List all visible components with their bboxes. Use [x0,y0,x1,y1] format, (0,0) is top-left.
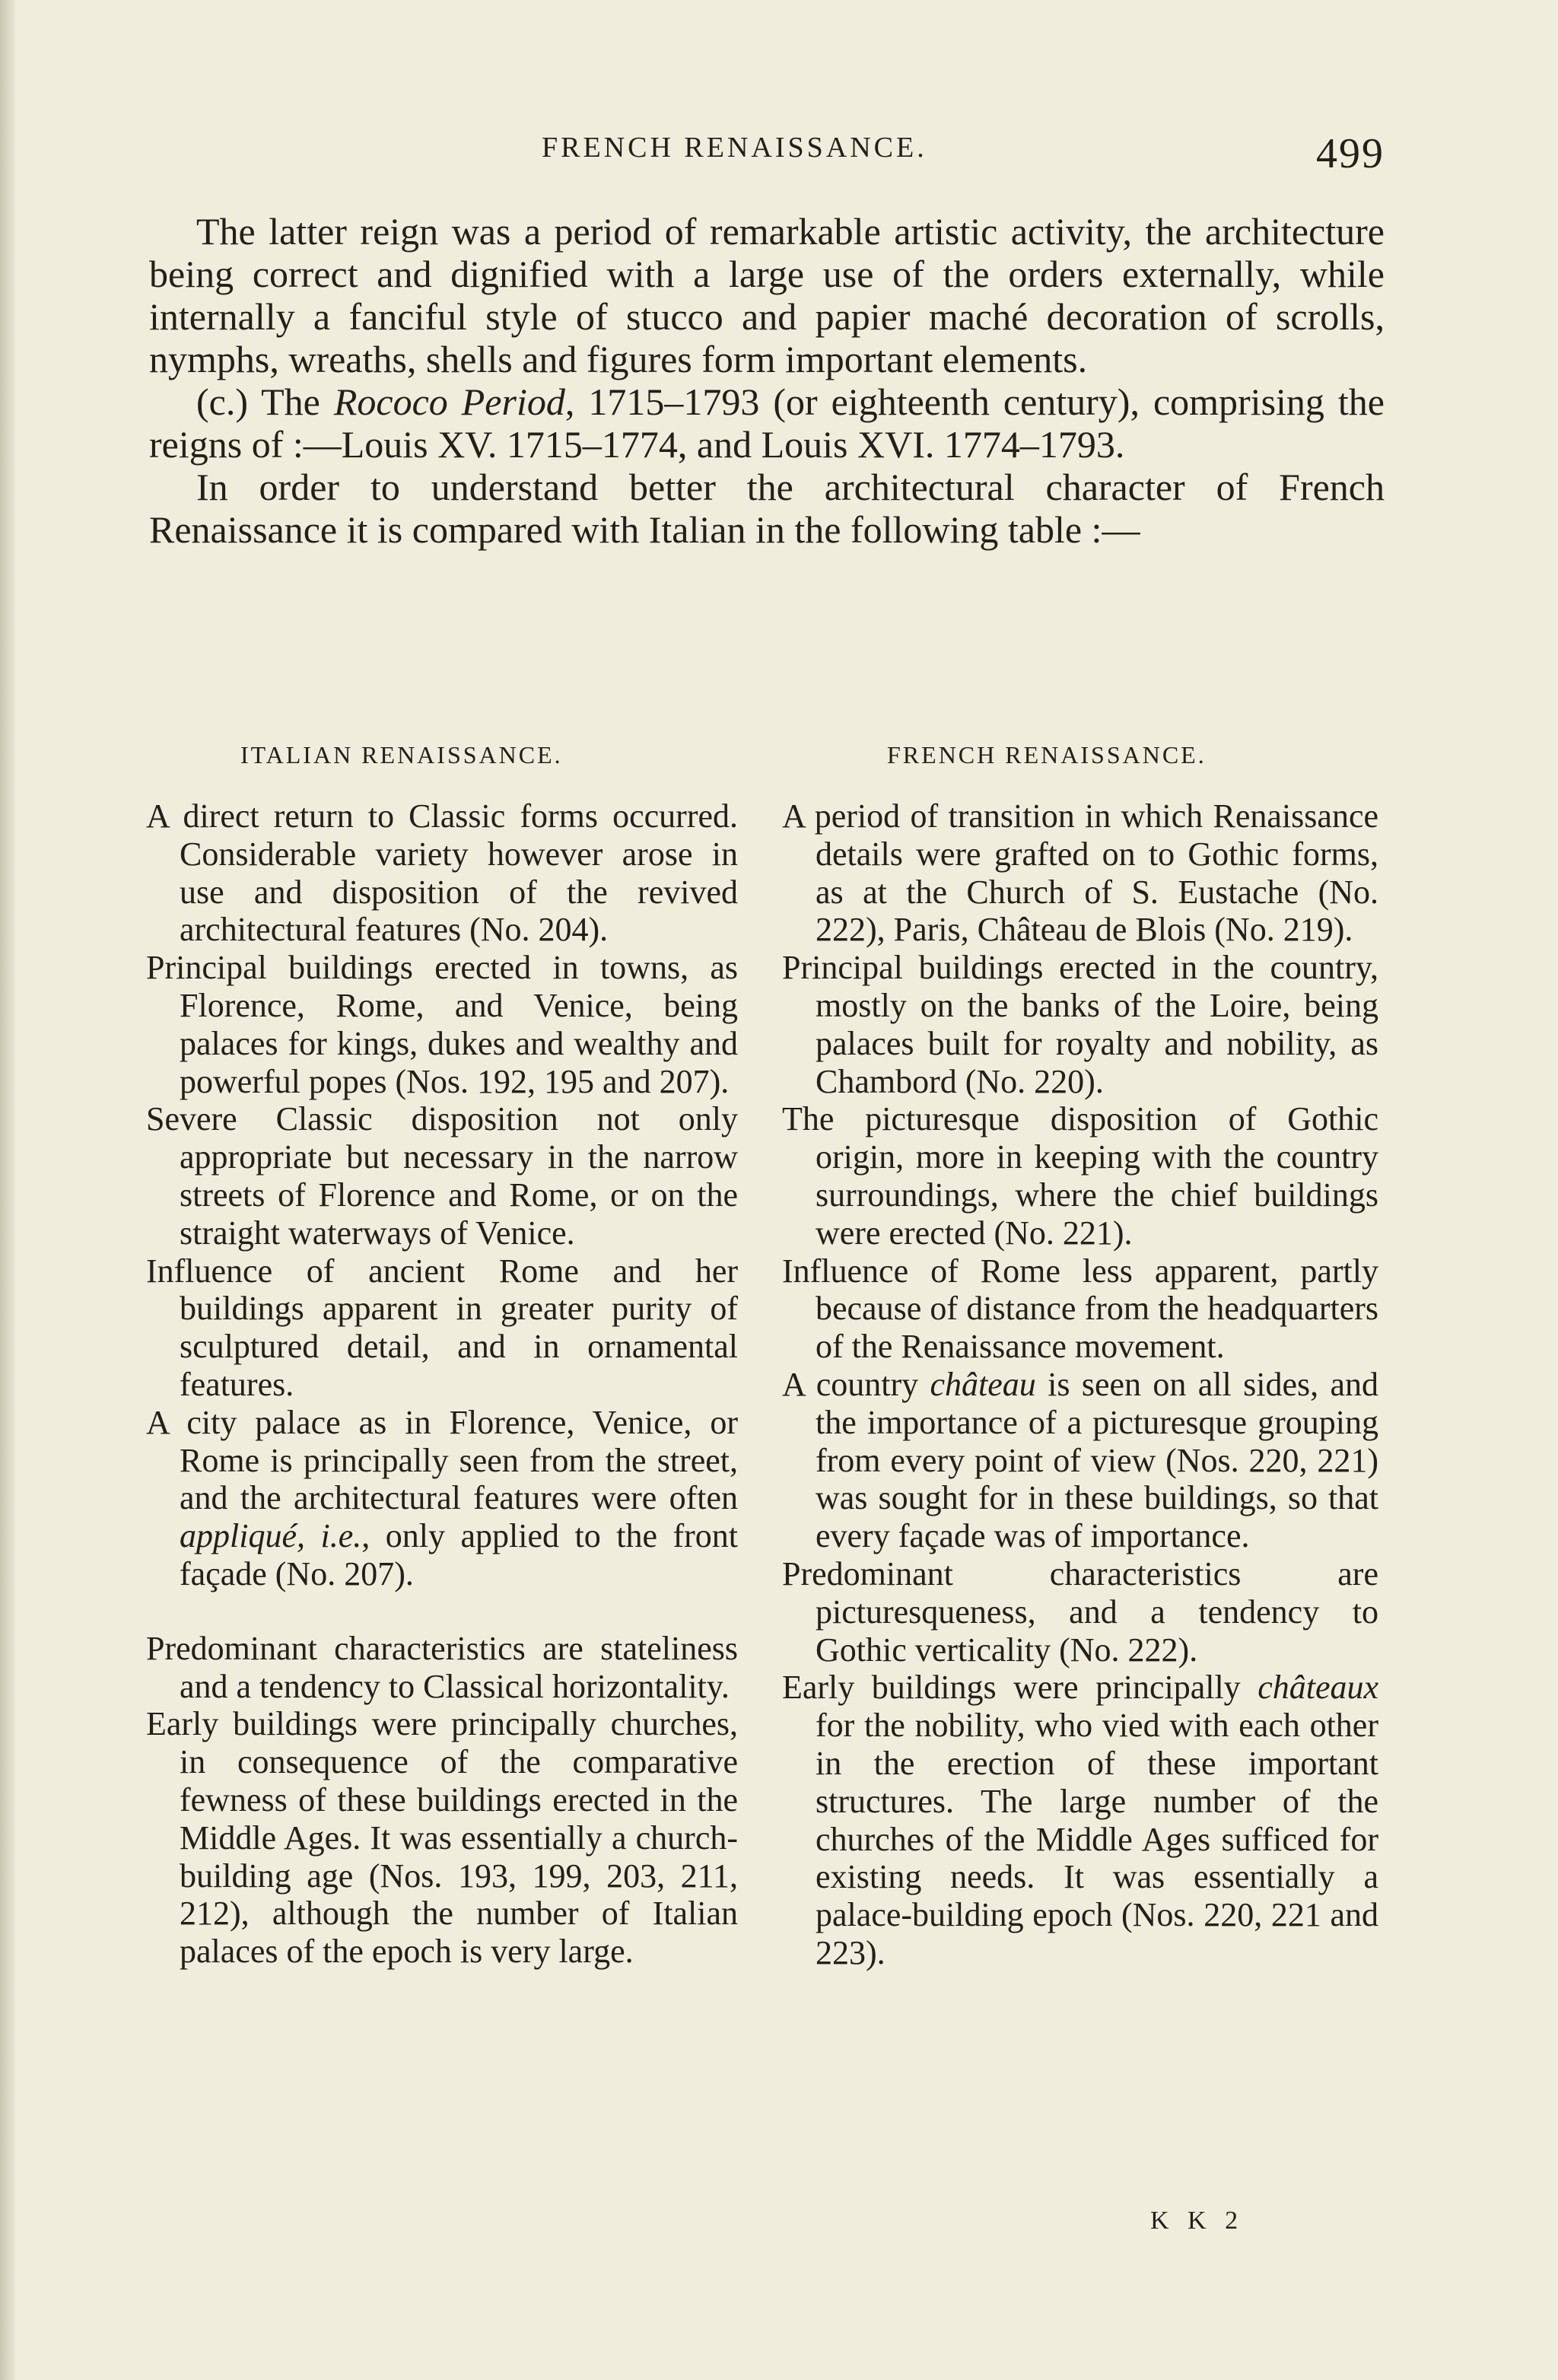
french-entry: A period of transition in which Renaissance details were grafted on to Gothic forms, as at the Church of S. Eustache (No. 222), Paris, Château de Blois (No. 219). [782,797,1378,949]
italian-entry: Principal buildings erected in towns, as Florence, Rome, and Venice, being palaces for kings, dukes and wealthy and powerful popes (Nos. 192, 195 and 207). [146,949,738,1100]
french-entry: The picturesque disposition of Gothic origin, more in keeping with the country surroundings, where the chief buildings were erected (No. 221). [782,1100,1378,1252]
signature-mark: K K 2 [1150,2207,1245,2235]
italian-entry: Influence of ancient Rome and her buildings apparent in greater purity of sculptured detail, and in ornamental features. [146,1252,738,1403]
running-header: FRENCH RENAISSANCE. [542,132,927,164]
french-column [782,797,1378,1972]
italian-column-heading: ITALIAN RENAISSANCE. [240,741,563,768]
intro-paragraph-1: The latter reign was a period of remarkable artistic activity, the architecture being correct and dignified with a large use of the orders externally, while internally a fanciful style of stucco and papier maché decoration of scrolls, nymphs, wreaths, shells and figures form important elements. [149,210,1385,380]
intro-paragraph-2: (c.) The Rococo Period, 1715–1793 (or eighteenth century), comprising the reigns of :—Louis XV. 1715–1774, and Louis XVI. 1774–1793. [149,380,1385,466]
italian-entry: Predominant characteristics are stateliness and a tendency to Classical horizontality. [146,1629,738,1705]
french-entry: Early buildings were principally châteaux for the nobility, who vied with each other in the erection of these important structures. The large number of the churches of the Middle Ages sufficed for existing needs. It was essentially a palace-building epoch (Nos. 220, 221 and 223). [782,1669,1378,1971]
italian-entry: Severe Classic disposition not only appropriate but necessary in the narrow streets of Florence and Rome, or on the straight waterways of Venice. [146,1100,738,1252]
rococo-period-term: Rococo Period [333,380,565,423]
intro-paragraph-3: In order to understand better the architectural character of French Renaissance it is compared with Italian in the following table :— [149,466,1385,551]
italian-column [146,797,738,1971]
french-entry: Influence of Rome less apparent, partly because of distance from the headquarters of the Renaissance movement. [782,1252,1378,1366]
intro-text [149,210,1385,551]
italian-entry: Early buildings were principally churches, in consequence of the comparative fewness of these buildings erected in the Middle Ages. It was essentially a church-building age (Nos. 193, 199, 203, 211, 212), although the number of Italian palaces of the epoch is very large. [146,1705,738,1971]
french-entry: Principal buildings erected in the country, mostly on the banks of the Loire, being palaces built for royalty and nobility, as Chambord (No. 220). [782,949,1378,1100]
french-entry: A country château is seen on all sides, and the importance of a picturesque grouping from every point of view (Nos. 220, 221) was sought for in these buildings, so that every façade was of importance. [782,1365,1378,1555]
page-number: 499 [1316,130,1385,177]
italian-entry: A direct return to Classic forms occurred. Considerable variety however arose in use and disposition of the revived architectural features (No. 204). [146,797,738,949]
french-entry: Predominant characteristics are picturesqueness, and a tendency to Gothic verticality (No. 222). [782,1554,1378,1669]
french-column-heading: FRENCH RENAISSANCE. [887,741,1207,768]
italian-entry: A city palace as in Florence, Venice, or Rome is principally seen from the street, and the architectural features were often appliqué, i.e., only applied to the front façade (No. 207). [146,1403,739,1592]
page-edge [0,0,15,2380]
